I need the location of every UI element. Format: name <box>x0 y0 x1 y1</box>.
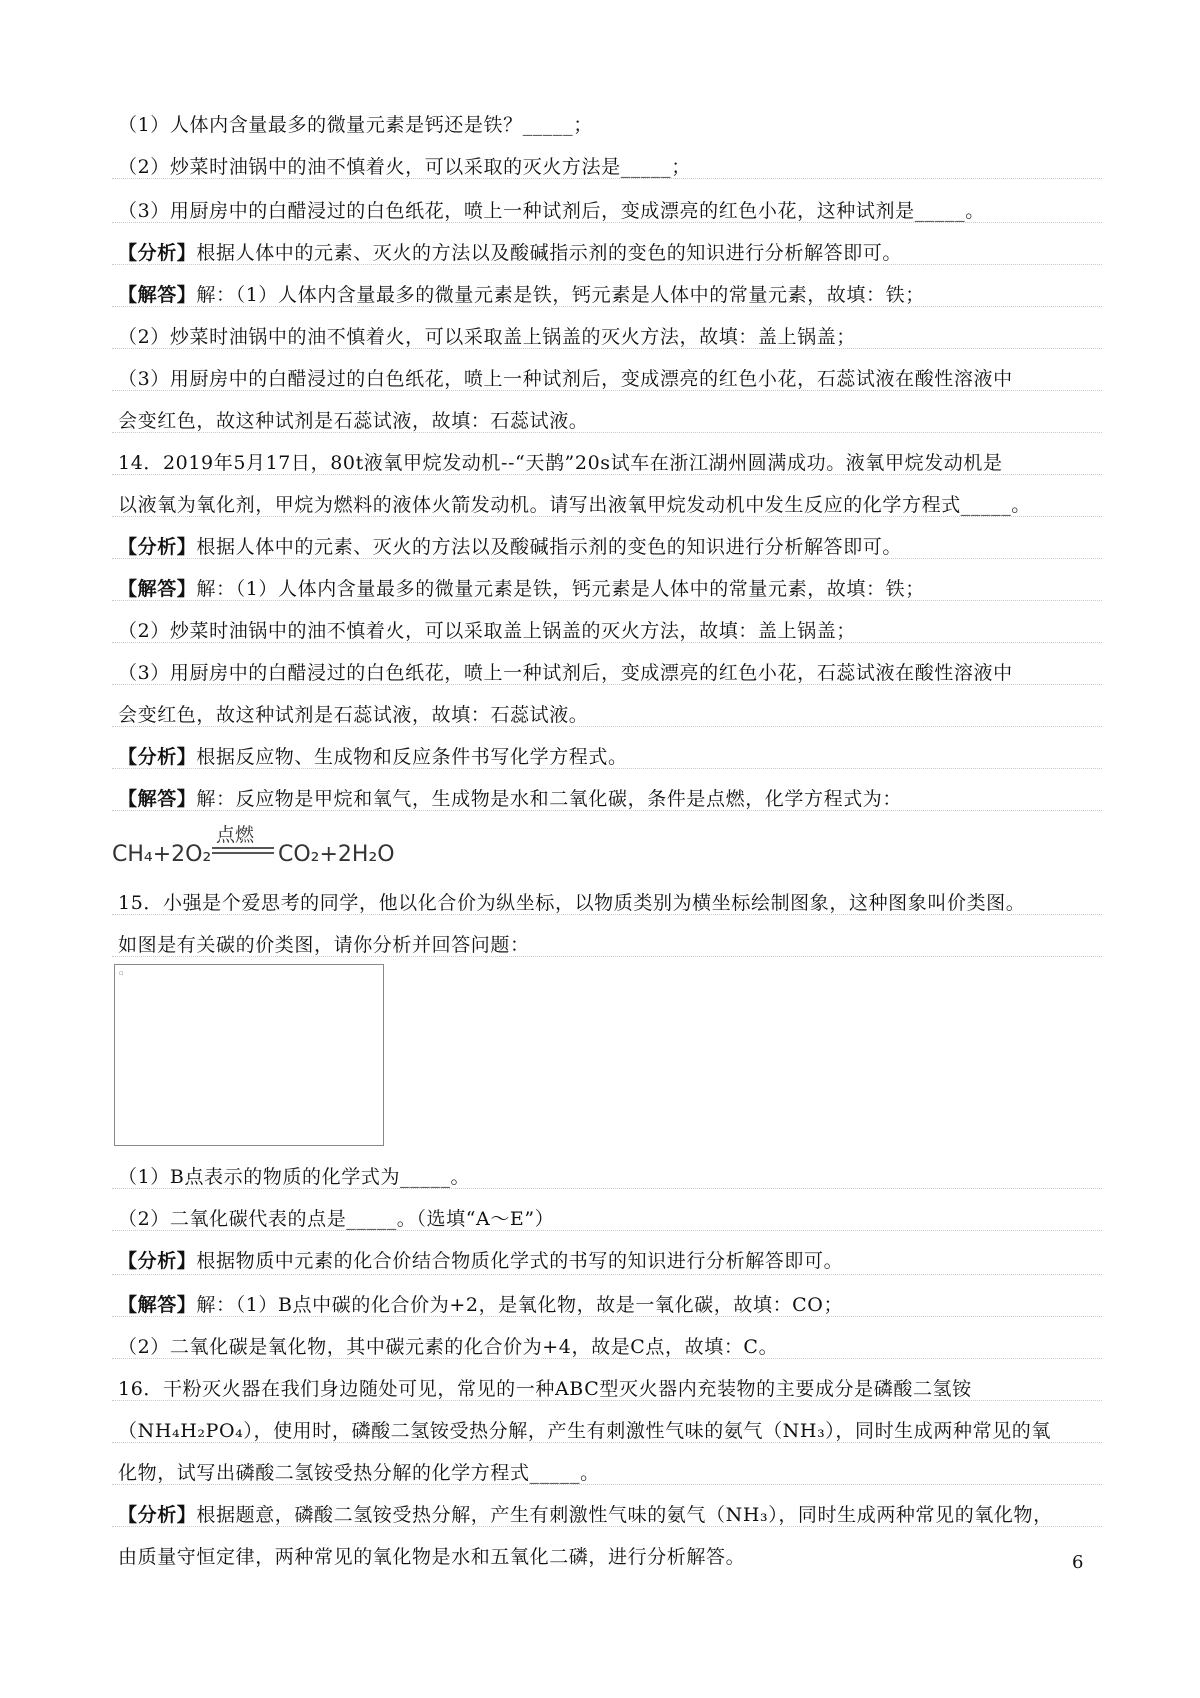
dotted-separator <box>112 1442 1102 1443</box>
dotted-separator <box>112 1274 1102 1275</box>
section-tag: 【分析】 <box>118 1504 197 1526</box>
dotted-separator <box>112 1400 1102 1401</box>
dotted-separator <box>112 684 1102 685</box>
text-line: 15．小强是个爱思考的同学，他以化合价为纵坐标，以物质类别为横坐标绘制图象，这种图象叫价类图。 <box>118 892 1026 914</box>
text-line: （2）二氧化碳代表的点是_____。（选填“A～E”） <box>118 1208 555 1230</box>
section-text: 根据反应物、生成物和反应条件书写化学方程式。 <box>196 746 628 768</box>
text-line: 由质量守恒定律，两种常见的氧化物是水和五氧化二磷，进行分析解答。 <box>118 1546 746 1568</box>
valence-class-figure <box>114 964 384 1146</box>
dotted-separator <box>112 178 1102 179</box>
dotted-separator <box>112 914 1102 915</box>
dotted-separator <box>112 432 1102 433</box>
dotted-separator <box>112 600 1102 601</box>
section-tag: 【解答】 <box>118 578 197 600</box>
text-line: 会变红色，故这种试剂是石蕊试液，故填：石蕊试液。 <box>118 410 589 432</box>
section-tag: 【解答】 <box>118 1294 197 1316</box>
chemical-equation <box>112 822 432 872</box>
equation-bar-top <box>212 847 274 849</box>
text-line: （NH₄H₂PO₄），使用时，磷酸二氢铵受热分解，产生有刺激性气味的氨气（NH₃），同时生成两种常见的氧 <box>118 1420 1051 1442</box>
equation-condition: 点燃 <box>216 824 255 846</box>
section-text: 根据人体中的元素、灭火的方法以及酸碱指示剂的变色的知识进行分析解答即可。 <box>196 536 903 558</box>
section-text: 解：（1）B点中碳的化合价为+2，是氧化物，故是一氧化碳，故填：CO； <box>196 1294 844 1316</box>
section-tag: 【解答】 <box>118 788 197 810</box>
broken-image-icon: ▫ <box>119 969 124 977</box>
dotted-separator <box>112 474 1102 475</box>
dotted-separator <box>112 642 1102 643</box>
text-line: （2）炒菜时油锅中的油不慎着火，可以采取盖上锅盖的灭火方法，故填：盖上锅盖； <box>118 326 856 348</box>
text-line: 以液氧为氧化剂，甲烷为燃料的液体火箭发动机。请写出液氧甲烷发动机中发生反应的化学方程式_____。 <box>118 494 1031 516</box>
dotted-separator <box>112 810 1102 811</box>
dotted-separator <box>112 264 1102 265</box>
dotted-separator <box>112 1526 1102 1527</box>
section-text: 解：（1）人体内含量最多的微量元素是铁，钙元素是人体中的常量元素，故填：铁； <box>196 284 925 306</box>
section-tag: 【分析】 <box>118 242 197 264</box>
section-text: 根据人体中的元素、灭火的方法以及酸碱指示剂的变色的知识进行分析解答即可。 <box>196 242 903 264</box>
text-line: 14．2019年5月17日，80t液氧甲烷发动机--“天鹊”20s试车在浙江湖州圆满成功。液氧甲烷发动机是 <box>118 452 1003 474</box>
section-tag: 【分析】 <box>118 536 197 558</box>
dotted-separator <box>112 558 1102 559</box>
page-number: 6 <box>1072 1552 1084 1573</box>
dotted-separator <box>112 768 1102 769</box>
section-text: 解：反应物是甲烷和氧气，生成物是水和二氧化碳，条件是点燃，化学方程式为： <box>196 788 903 810</box>
dotted-separator <box>112 1230 1102 1231</box>
section-tag: 【分析】 <box>118 746 197 768</box>
equation-bar-bottom <box>212 852 274 854</box>
text-line: （1）B点表示的物质的化学式为_____。 <box>118 1166 471 1188</box>
text-line: 16．干粉灭火器在我们身边随处可见，常见的一种ABC型灭火器内充装物的主要成分是磷酸二氢铵 <box>118 1378 972 1400</box>
section-text: 解：（1）人体内含量最多的微量元素是铁，钙元素是人体中的常量元素，故填：铁； <box>196 578 925 600</box>
text-line: （3）用厨房中的白醋浸过的白色纸花，喷上一种试剂后，变成漂亮的红色小花，石蕊试液在酸性溶液中 <box>118 662 1013 684</box>
text-line: （3）用厨房中的白醋浸过的白色纸花，喷上一种试剂后，变成漂亮的红色小花，石蕊试液在酸性溶液中 <box>118 368 1013 390</box>
dotted-separator <box>112 306 1102 307</box>
text-line: 如图是有关碳的价类图，请你分析并回答问题： <box>118 934 530 956</box>
section-tag: 【解答】 <box>118 284 197 306</box>
dotted-separator <box>112 390 1102 391</box>
dotted-separator <box>112 348 1102 349</box>
dotted-separator <box>112 956 1102 957</box>
text-line: 化物，试写出磷酸二氢铵受热分解的化学方程式_____。 <box>118 1462 600 1484</box>
text-line: （2）炒菜时油锅中的油不慎着火，可以采取的灭火方法是_____； <box>118 156 691 178</box>
dotted-separator <box>112 726 1102 727</box>
dotted-separator <box>112 1484 1102 1485</box>
dotted-separator <box>112 516 1102 517</box>
equation-reactants: CH₄+2O₂ <box>112 842 212 867</box>
text-line: （2）炒菜时油锅中的油不慎着火，可以采取盖上锅盖的灭火方法，故填：盖上锅盖； <box>118 620 856 642</box>
section-text: 根据题意，磷酸二氢铵受热分解，产生有刺激性气味的氨气（NH₃），同时生成两种常见的氧化物， <box>196 1504 1053 1526</box>
section-tag: 【分析】 <box>118 1250 197 1272</box>
dotted-separator <box>112 1358 1102 1359</box>
text-line: 会变红色，故这种试剂是石蕊试液，故填：石蕊试液。 <box>118 704 589 726</box>
dotted-separator <box>112 1316 1102 1317</box>
equation-products: CO₂+2H₂O <box>278 842 395 867</box>
text-line: （3）用厨房中的白醋浸过的白色纸花，喷上一种试剂后，变成漂亮的红色小花，这种试剂是_____。 <box>118 200 985 222</box>
text-line <box>118 1246 1098 1276</box>
section-text: 根据物质中元素的化合价结合物质化学式的书写的知识进行分析解答即可。 <box>196 1250 844 1272</box>
text-line: （1）人体内含量最多的微量元素是钙还是铁？_____； <box>118 114 593 136</box>
dotted-separator <box>112 1188 1102 1189</box>
text-line: （2）二氧化碳是氧化物，其中碳元素的化合价为+4，故是C点，故填：C。 <box>118 1336 779 1358</box>
dotted-separator <box>112 222 1102 223</box>
